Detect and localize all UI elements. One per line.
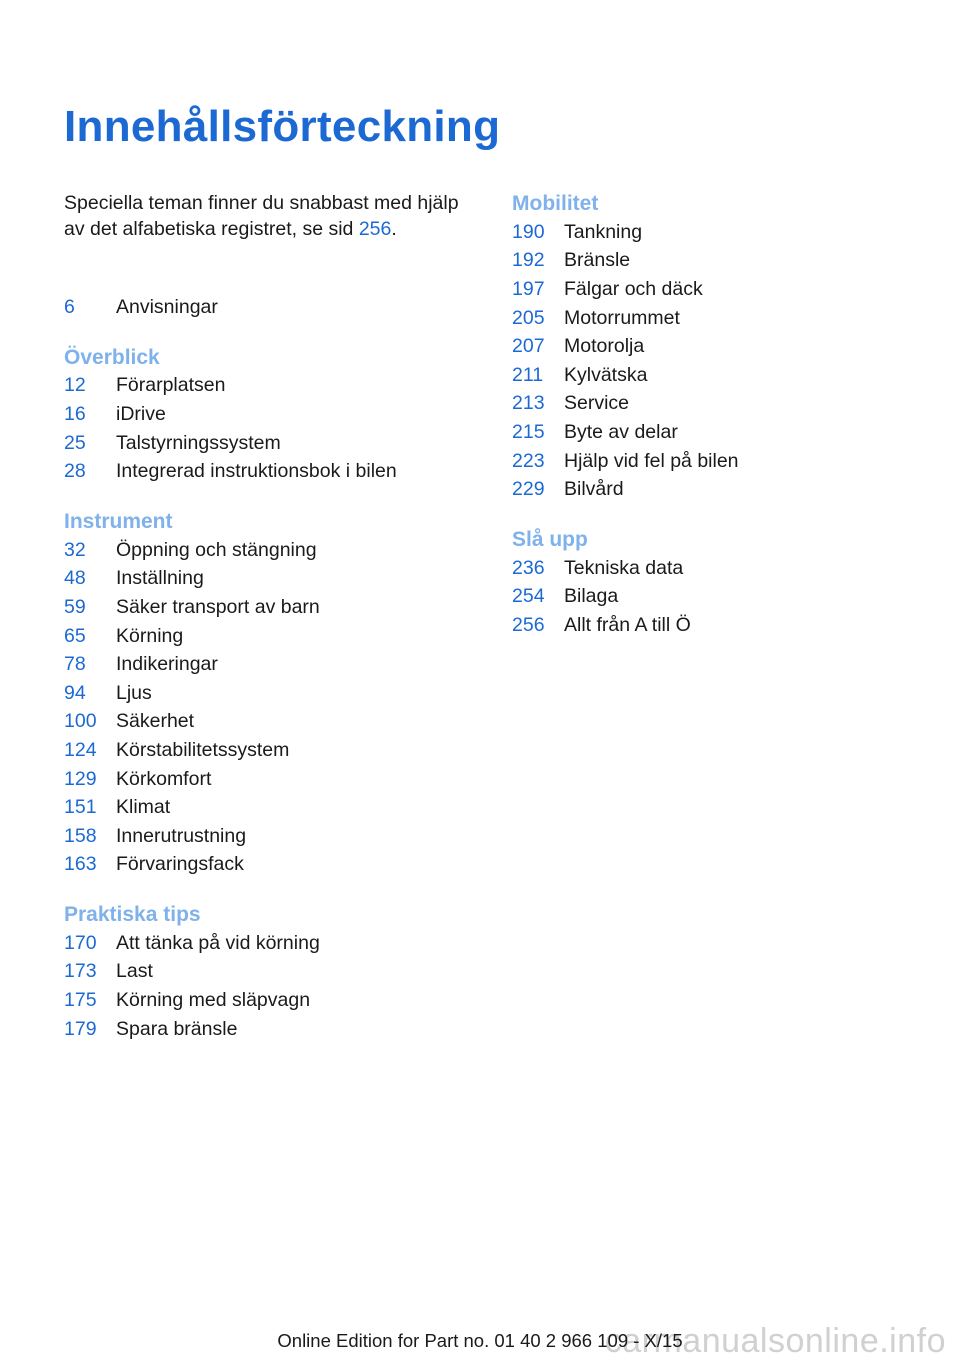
toc-entry[interactable]: [64, 736, 494, 765]
toc-page-number[interactable]: 94: [64, 681, 86, 704]
toc-entry[interactable]: [512, 447, 932, 476]
toc-entry-label: Säkerhet: [116, 710, 195, 733]
toc-entry[interactable]: [64, 765, 494, 794]
toc-page-number[interactable]: 254: [512, 585, 545, 608]
toc-entry-label: Tekniska data: [564, 556, 684, 579]
toc-entry-label: Bilaga: [564, 585, 619, 608]
toc-page-number[interactable]: 223: [512, 449, 545, 472]
toc-entry[interactable]: [64, 400, 494, 429]
toc-entry[interactable]: [64, 622, 494, 651]
toc-entry-label: Kylvätska: [564, 363, 648, 386]
toc-entry-label: Motorrummet: [564, 306, 680, 329]
toc-page-number[interactable]: 213: [512, 392, 545, 415]
toc-page-number[interactable]: 6: [64, 295, 75, 318]
toc-entry-label: Förarplatsen: [116, 374, 226, 397]
toc-page-number[interactable]: 59: [64, 595, 86, 618]
section-heading: Slå upp: [512, 527, 588, 551]
toc-entry[interactable]: [64, 593, 494, 622]
toc-entry[interactable]: [64, 372, 494, 401]
toc-page-number[interactable]: 173: [64, 960, 97, 983]
toc-page-number[interactable]: 197: [512, 277, 545, 300]
toc-entry-label: Anvisningar: [116, 295, 218, 318]
toc-section-praktiska-tips: [64, 900, 494, 1043]
toc-entry[interactable]: [512, 390, 932, 419]
intro-body: Speciella teman finner du snabbast med hjälp av det alfabetiska registret, se sid: [64, 192, 459, 240]
toc-entry-label: iDrive: [116, 402, 166, 425]
toc-entry-label: Körning: [116, 624, 184, 647]
toc-entry[interactable]: [64, 536, 494, 565]
toc-entry[interactable]: [512, 583, 932, 612]
footer-edition-text: Online Edition for Part no. 01 40 2 966 109 - X/15: [277, 1330, 683, 1351]
toc-page-number[interactable]: 28: [64, 460, 86, 483]
toc-entry[interactable]: [512, 332, 932, 361]
toc-entry-label: Ljus: [116, 681, 152, 704]
toc-page-number[interactable]: 12: [64, 374, 86, 397]
toc-entry-label: Bilvård: [564, 478, 624, 501]
toc-section-intro: [64, 293, 494, 322]
toc-entry[interactable]: [512, 247, 932, 276]
toc-entry-label: Allt från A till Ö: [564, 613, 691, 636]
toc-entry-label: Indikeringar: [116, 653, 218, 676]
intro-suffix: .: [391, 218, 397, 240]
toc-entry[interactable]: [512, 218, 932, 247]
toc-entry-label: Fälgar och däck: [564, 277, 703, 300]
toc-page-number[interactable]: 207: [512, 335, 545, 358]
toc-entry[interactable]: [64, 565, 494, 594]
toc-entry[interactable]: [64, 293, 494, 322]
toc-page-number[interactable]: 129: [64, 767, 97, 790]
toc-entry-label: Att tänka på vid körning: [116, 931, 320, 954]
toc-page-number[interactable]: 256: [512, 613, 545, 636]
toc-entry-label: Innerutrustning: [116, 824, 247, 847]
toc-entry[interactable]: [64, 429, 494, 458]
section-heading: Praktiska tips: [64, 903, 201, 927]
toc-entry-label: Säker transport av barn: [116, 595, 320, 618]
toc-entry[interactable]: [64, 1015, 494, 1044]
toc-entry[interactable]: [512, 611, 932, 640]
toc-page-number[interactable]: 163: [64, 853, 97, 876]
toc-section-sla-upp: [512, 525, 932, 640]
toc-page-number[interactable]: 229: [512, 478, 545, 501]
toc-page-number[interactable]: 158: [64, 824, 97, 847]
toc-entry[interactable]: [512, 475, 932, 504]
toc-right-column: [512, 189, 932, 640]
toc-page-number[interactable]: 215: [512, 420, 545, 443]
toc-page-number[interactable]: 65: [64, 624, 86, 647]
toc-page-number[interactable]: 151: [64, 796, 97, 819]
page-title: Innehållsförteckning: [64, 102, 501, 151]
toc-page-number[interactable]: 211: [512, 363, 544, 386]
toc-section-overblick: [64, 343, 494, 486]
toc-entry[interactable]: [512, 304, 932, 333]
toc-section-instrument: [64, 507, 494, 879]
toc-entry[interactable]: [64, 929, 494, 958]
toc-page-number[interactable]: 25: [64, 431, 86, 454]
toc-page-number[interactable]: 100: [64, 710, 97, 733]
toc-entry[interactable]: [64, 986, 494, 1015]
toc-entry-label: Förvaringsfack: [116, 853, 244, 876]
toc-entry[interactable]: [512, 554, 932, 583]
toc-entry-label: Öppning och stängning: [116, 538, 317, 561]
toc-entry[interactable]: [512, 361, 932, 390]
toc-entry-label: Hjälp vid fel på bilen: [564, 449, 739, 472]
toc-entry[interactable]: [64, 679, 494, 708]
toc-page-number[interactable]: 78: [64, 653, 86, 676]
toc-entry-label: Service: [564, 392, 630, 415]
toc-page-number[interactable]: 48: [64, 567, 86, 590]
watermark: carmanualsonline.info: [604, 1322, 946, 1360]
toc-entry-label: Klimat: [116, 796, 171, 819]
toc-page-number[interactable]: 236: [512, 556, 545, 579]
intro-text: [64, 190, 484, 242]
toc-entry-label: Inställning: [116, 567, 204, 590]
toc-page-number[interactable]: 32: [64, 538, 86, 561]
toc-entry-label: Integrerad instruktionsbok i bilen: [116, 460, 397, 483]
section-heading: Överblick: [64, 345, 160, 369]
toc-entry[interactable]: [64, 793, 494, 822]
toc-entry[interactable]: [64, 851, 494, 880]
toc-entry[interactable]: [64, 708, 494, 737]
toc-left-column: [64, 293, 494, 1043]
toc-entry-label: Talstyrningssystem: [116, 431, 281, 454]
toc-page-number[interactable]: 190: [512, 220, 545, 243]
toc-page-number[interactable]: 175: [64, 989, 97, 1012]
toc-entry-label: Tankning: [564, 220, 643, 243]
index-page-link[interactable]: 256: [358, 218, 392, 240]
toc-entry[interactable]: [64, 650, 494, 679]
section-heading: Instrument: [64, 509, 173, 533]
toc-entry-label: Körstabilitetssystem: [116, 738, 290, 761]
toc-entry[interactable]: [64, 822, 494, 851]
section-heading: Mobilitet: [512, 192, 599, 215]
toc-entry[interactable]: [512, 418, 932, 447]
toc-entry-label: Körning med släpvagn: [116, 989, 311, 1012]
toc-entry[interactable]: [64, 958, 494, 987]
toc-entry-label: Last: [116, 960, 153, 983]
toc-page-number[interactable]: 16: [64, 402, 86, 425]
toc-entry-label: Bränsle: [564, 249, 631, 272]
toc-entry-label: Byte av delar: [564, 420, 678, 443]
toc-page-number[interactable]: 170: [64, 931, 97, 954]
toc-page-number[interactable]: 124: [64, 738, 97, 761]
toc-entry[interactable]: [64, 457, 494, 486]
toc-page-number[interactable]: 179: [64, 1017, 97, 1040]
toc-entry[interactable]: [512, 275, 932, 304]
toc-entry-label: Motorolja: [564, 335, 645, 358]
toc-entry-label: Körkomfort: [116, 767, 212, 790]
toc-page-number[interactable]: 192: [512, 249, 545, 272]
toc-page-number[interactable]: 205: [512, 306, 545, 329]
toc-entry-label: Spara bränsle: [116, 1017, 238, 1040]
toc-section-mobilitet: [512, 189, 932, 504]
